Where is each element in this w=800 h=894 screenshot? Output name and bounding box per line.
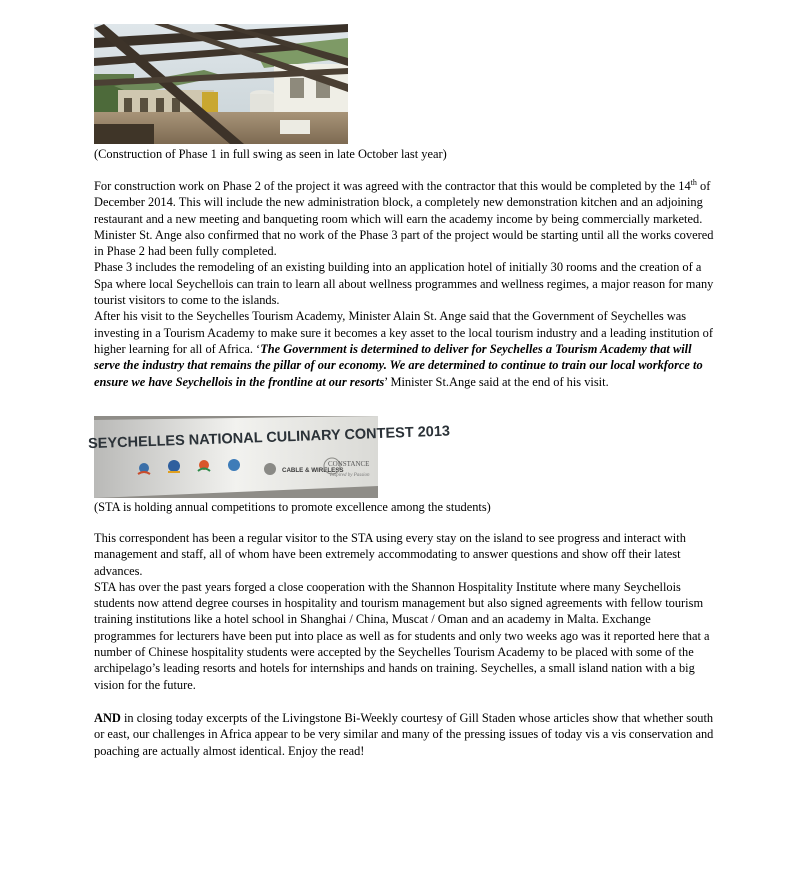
paragraph-correspondent: This correspondent has been a regular visitor to the STA using every stay on the island to see progress and interact with management and staff, all of whom have been extremely accommodating to answer questions and show off their latest advances. xyxy=(94,531,686,578)
paragraph-minister-visit xyxy=(94,308,714,389)
closing-lead: AND xyxy=(94,711,121,725)
paragraph-minister-tail: ’ Minister St.Ange said at the end of his visit. xyxy=(384,374,609,389)
culinary-contest-photo xyxy=(87,416,451,498)
paragraph-phase-2-start: For construction work on Phase 2 of the project it was agreed with the contractor that this would be completed by the 14 xyxy=(94,179,691,193)
banner-title: SEYCHELLES NATIONAL CULINARY CONTEST 2013 xyxy=(87,423,451,453)
ordinal-suffix: th xyxy=(690,177,697,187)
article-body-bottom xyxy=(94,530,714,693)
sponsor-constance-tagline: Inspired by Passion xyxy=(330,473,370,478)
paragraph-minister-lead: After his visit to the Seychelles Tourism Academy, Minister Alain St. Ange said that the Government of Seychelles was investing in a Tourism Academy to make sure it becomes a key asset to the local tourism industry and a leading institution of higher learning for all of Africa. ‘ xyxy=(94,309,713,356)
photo-caption-construction: (Construction of Phase 1 in full swing as seen in late October last year) xyxy=(94,147,447,161)
paragraph-cooperation: STA has over the past years forged a close cooperation with the Shannon Hospitality Institute where many Seychellois students now attend degree courses in hospitality and tourism management but also signed agreements with fellow tourism training institutions like a hotel school in Shanghai / China, Muscat / Oman and an academy in Malta. Exchange programmes for lecturers have been put into place as well as for students and only two weeks ago was it reported here that a number of Chinese hospitality students were accepted by the Seychelles Tourism Academy to be placed with some of the archipelago’s leading resorts and hotels for internships and hands on training. Seychelles, a small island nation with a big vision for the future. xyxy=(94,579,710,692)
construction-photo xyxy=(94,24,348,144)
photo-caption-contest: (STA is holding annual competitions to promote excellence among the students) xyxy=(94,500,491,514)
article-body-top xyxy=(94,178,714,390)
sponsor-constance: CONSTANCE xyxy=(328,460,370,468)
paragraph-phase-2-end: of December 2014. This will include the new administration block, a completely new demonstration kitchen and an adjoining restaurant and a new meeting and banqueting room which will earn the academy income by being commercially marketed. xyxy=(94,179,711,226)
paragraph-phase-3-works: Minister St. Ange also confirmed that no work of the Phase 3 part of the project would be starting until all the works covered in Phase 2 had been fully completed. xyxy=(94,227,714,259)
paragraph-closing xyxy=(94,710,714,759)
paragraph-phase-2 xyxy=(94,178,714,227)
closing-note xyxy=(94,710,714,759)
closing-text: in closing today excerpts of the Livingstone Bi-Weekly courtesy of Gill Staden whose articles show that whether south or east, our challenges in Africa appear to be very similar and many of the pressing issues of today vis a vis conservation and poaching are actually almost identical. Enjoy the read! xyxy=(94,711,714,758)
sponsor-cable-wireless: CABLE & WIRELESS xyxy=(282,467,344,474)
minister-quote: The Government is determined to deliver for Seychelles a Tourism Academy that will serve the industry that remains the pillar of our economy. We are determined to continue to train our local workforce to ensure we have Seychellois in the frontline at our resorts xyxy=(94,341,703,389)
paragraph-phase-3-details: Phase 3 includes the remodeling of an existing building into an application hotel of initially 30 rooms and the creation of a Spa where local Seychellois can train to learn all about wellness programmes and wellness regimes, a major reason for many tourist visitors to come to the islands. xyxy=(94,260,714,308)
